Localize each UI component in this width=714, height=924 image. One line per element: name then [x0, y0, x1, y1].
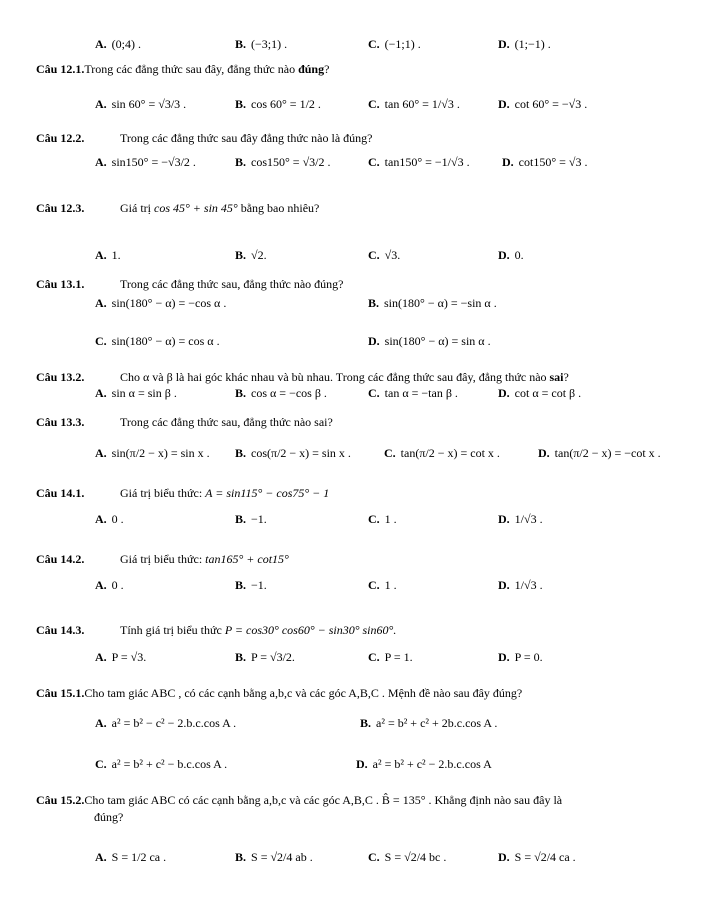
option-a: A. sin 60° = √3/3 .: [95, 97, 187, 111]
option-b: B. cos(π/2 − x) = sin x .: [235, 446, 351, 460]
question-15-1: Câu 15.1.Cho tam giác ABC , có các cạnh bằng a,b,c và các góc A,B,C . Mệnh đề nào sau đây đúng?: [36, 686, 523, 700]
option-c: C. 1 .: [368, 512, 397, 526]
option-c: C. √3.: [368, 248, 401, 262]
option-c: C. tan(π/2 − x) = cot x .: [384, 446, 500, 460]
option-a: A. 0 .: [95, 578, 124, 592]
option-a: A. sin(π/2 − x) = sin x .: [95, 446, 210, 460]
option-c: C. 1 .: [368, 578, 397, 592]
question-12-2: Câu 12.2. Trong các đẳng thức sau đây đẳng thức nào là đúng?: [36, 131, 373, 145]
option-d: D. P = 0.: [498, 650, 543, 664]
option-c: C. tan 60° = 1/√3 .: [368, 97, 460, 111]
question-12-3: Câu 12.3. Giá trị cos 45° + sin 45° bằng bao nhiêu?: [36, 201, 320, 215]
option-a: A. 0 .: [95, 512, 124, 526]
option-a: A. S = 1/2 ca .: [95, 850, 167, 864]
question-13-2: Câu 13.2. Cho α và β là hai góc khác nhau và bù nhau. Trong các đẳng thức sau đây, đẳng thức nào sai?: [36, 370, 569, 384]
option-d: D. 0.: [498, 248, 524, 262]
option-b: B. sin(180° − α) = −sin α .: [368, 296, 497, 310]
option-d: D. S = √2/4 ca .: [498, 850, 576, 864]
option-b: B. (−3;1) .: [235, 37, 288, 51]
option-d: D. cot α = cot β .: [498, 386, 582, 400]
option-a: A. 1.: [95, 248, 121, 262]
question-14-2: Câu 14.2. Giá trị biểu thức: tan165° + cot15°: [36, 552, 289, 566]
option-b: B. cos 60° = 1/2 .: [235, 97, 321, 111]
option-b: B. −1.: [235, 512, 267, 526]
question-13-1: Câu 13.1. Trong các đẳng thức sau, đẳng thức nào đúng?: [36, 277, 344, 291]
option-b: B. −1.: [235, 578, 267, 592]
option-d: D. sin(180° − α) = sin α .: [368, 334, 491, 348]
option-a: A. sin(180° − α) = −cos α .: [95, 296, 227, 310]
option-b: B. cos150° = √3/2 .: [235, 155, 331, 169]
option-c: C. P = 1.: [368, 650, 413, 664]
option-d: D. (1;−1) .: [498, 37, 551, 51]
question-12-1: Câu 12.1.Trong các đẳng thức sau đây, đẳng thức nào đúng?: [36, 62, 330, 76]
option-a: A. a² = b² − c² − 2.b.c.cos A .: [95, 716, 237, 730]
option-a: A. P = √3.: [95, 650, 147, 664]
option-a: A. sin150° = −√3/2 .: [95, 155, 196, 169]
question-14-1: Câu 14.1. Giá trị biểu thức: A = sin115° − cos75° − 1: [36, 486, 330, 500]
option-b: B. √2.: [235, 248, 267, 262]
option-c: C. tan α = −tan β .: [368, 386, 458, 400]
question-15-2: Câu 15.2.Cho tam giác ABC có các cạnh bằng a,b,c và các góc A,B,C . B̂ = 135° . Khẳng định nào sau đây là: [36, 793, 563, 807]
option-b: B. a² = b² + c² + 2b.c.cos A .: [360, 716, 498, 730]
question-15-2-line2: đúng?: [94, 810, 124, 824]
option-a: A. (0;4) .: [95, 37, 141, 51]
option-c: C. (−1;1) .: [368, 37, 421, 51]
option-d: D. 1/√3 .: [498, 578, 543, 592]
option-b: B. S = √2/4 ab .: [235, 850, 313, 864]
option-c: C. sin(180° − α) = cos α .: [95, 334, 220, 348]
option-d: D. tan(π/2 − x) = −cot x .: [538, 446, 661, 460]
option-d: D. a² = b² + c² − 2.b.c.cos A: [356, 757, 492, 771]
option-c: C. S = √2/4 bc .: [368, 850, 447, 864]
option-b: B. P = √3/2.: [235, 650, 295, 664]
option-a: A. sin α = sin β .: [95, 386, 177, 400]
question-13-3: Câu 13.3. Trong các đẳng thức sau, đẳng thức nào sai?: [36, 415, 333, 429]
option-c: C. tan150° = −1/√3 .: [368, 155, 470, 169]
option-d: D. 1/√3 .: [498, 512, 543, 526]
option-b: B. cos α = −cos β .: [235, 386, 327, 400]
option-d: D. cot150° = √3 .: [502, 155, 588, 169]
option-d: D. cot 60° = −√3 .: [498, 97, 588, 111]
question-14-3: Câu 14.3. Tính giá trị biểu thức P = cos30° cos60° − sin30° sin60°.: [36, 623, 397, 637]
option-c: C. a² = b² + c² − b.c.cos A .: [95, 757, 228, 771]
